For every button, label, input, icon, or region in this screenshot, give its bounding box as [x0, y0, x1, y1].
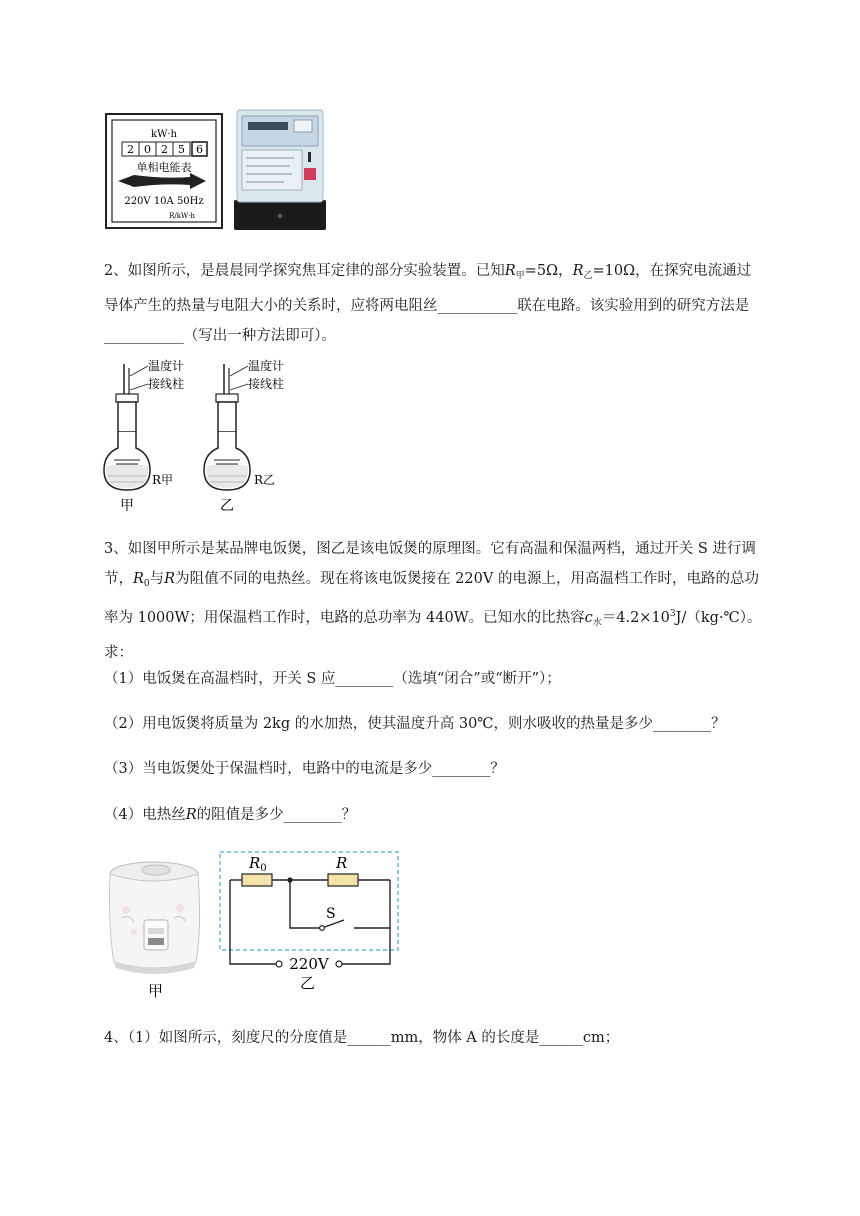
question-3	[104, 534, 784, 668]
meter-digit: 2	[161, 143, 168, 156]
meter-digit: 5	[178, 143, 185, 156]
label-r-yi: R乙	[254, 473, 276, 487]
q2-number: 2、	[104, 263, 128, 279]
flask-jia	[104, 358, 184, 514]
r-symbol: R	[164, 571, 176, 587]
joule-law-flask-figure	[100, 356, 300, 516]
meter-digit: 0	[144, 143, 151, 156]
r-symbol: R	[572, 263, 584, 279]
meter-specs: 220V 10A 50Hz	[124, 196, 204, 207]
q3-text: ＝4.2×10	[601, 610, 670, 626]
q2-text: 如图所示，是晨晨同学探究焦耳定律的部分实验装置。已知	[127, 263, 505, 279]
meter-digit: 6	[196, 143, 203, 156]
q3-line-2	[104, 564, 784, 599]
label-r: R	[336, 854, 348, 872]
q3-sub-1: （1）电饭煲在高温档时，开关 S 应________（选填“闭合”或“断开”）；	[104, 671, 561, 687]
q2-text: =5Ω，	[524, 263, 573, 279]
resistor-r0	[242, 874, 272, 886]
resistor-r	[328, 874, 358, 886]
r-symbol: R	[185, 807, 197, 823]
rice-cooker-image	[104, 858, 208, 1006]
label-voltage: 220V	[289, 955, 329, 973]
label-switch: S	[326, 906, 336, 922]
q3-sub-4	[104, 800, 784, 830]
c-subscript: 水	[592, 618, 602, 628]
q3-text: 为阻值不同的电热丝。现在将该电饭煲接在 220V 的电源上，用高温档工作时，电路的总功	[175, 571, 759, 587]
q3-line-1: 3、如图甲所示是某品牌电饭煲，图乙是该电饭煲的原理图。它有高温和保温两档，通过开关 S 进行调	[104, 541, 756, 557]
meter-digit: 2	[127, 143, 134, 156]
caption-yi: 乙	[220, 498, 234, 514]
subscript-jia: 甲	[515, 271, 525, 281]
q3-text: （4）电热丝	[104, 807, 186, 823]
q2-line-3: ___________（写出一种方法即可）。	[104, 328, 336, 344]
r0-subscript: 0	[143, 579, 150, 589]
q2-line-1	[104, 256, 784, 291]
label-terminal-post: 接线柱	[248, 377, 285, 391]
q3-text: J/（kg·℃）。	[675, 610, 762, 626]
q2-text: =10Ω，在探究电流通过	[592, 263, 752, 279]
r0-symbol: R	[133, 571, 144, 587]
exponent: 3	[669, 609, 676, 619]
caption-yi: 乙	[300, 974, 316, 992]
caption-jia: 甲	[148, 982, 164, 1000]
electric-meter-photo	[234, 108, 326, 230]
label-r-jia: R甲	[152, 473, 174, 487]
caption-jia: 甲	[120, 498, 134, 514]
q2-line-2: 导体产生的热量与电阻大小的关系时，应将两电阻丝___________联在电路。该实验用到的研究方法是	[104, 298, 750, 314]
q3-text: 的阻值是多少________？	[196, 807, 357, 823]
switch-s	[320, 926, 325, 931]
r-symbol: R	[504, 263, 516, 279]
label-thermometer: 温度计	[248, 359, 285, 373]
label-r0: $R_0$	[249, 854, 267, 874]
rice-cooker-circuit-diagram	[216, 848, 402, 1008]
c-symbol: c	[584, 610, 593, 626]
label-thermometer: 温度计	[148, 359, 185, 373]
question-2	[104, 256, 784, 351]
question-4: 4、（1）如图所示，刻度尺的分度值是______mm，物体 A 的长度是______cm；	[104, 1030, 620, 1046]
meter-unit: kW·h	[151, 129, 177, 140]
label-terminal-post: 接线柱	[148, 377, 185, 391]
q3-text: 率为 1000W；用保温档工作时，电路的总功率为 440W。已知水的比热容	[104, 610, 585, 626]
q3-sub-2: （2）用电饭煲将质量为 2kg 的水加热，使其温度升高 30℃，则水吸收的热量是多少________？	[104, 716, 726, 732]
meter-rate: R/kW·h	[169, 212, 195, 220]
q3-text: 节，	[104, 571, 133, 587]
q3-line-3	[104, 599, 784, 638]
q3-sub-3: （3）当电饭煲处于保温档时，电路中的电流是多少________？	[104, 761, 505, 777]
electric-meter-dial-figure	[104, 112, 224, 230]
flask-yi	[204, 358, 284, 514]
q3-text: 与	[149, 571, 165, 587]
q3-line-4: 求：	[104, 645, 133, 661]
meter-name: 单相电能表	[136, 161, 192, 174]
subscript-yi: 乙	[583, 271, 593, 281]
